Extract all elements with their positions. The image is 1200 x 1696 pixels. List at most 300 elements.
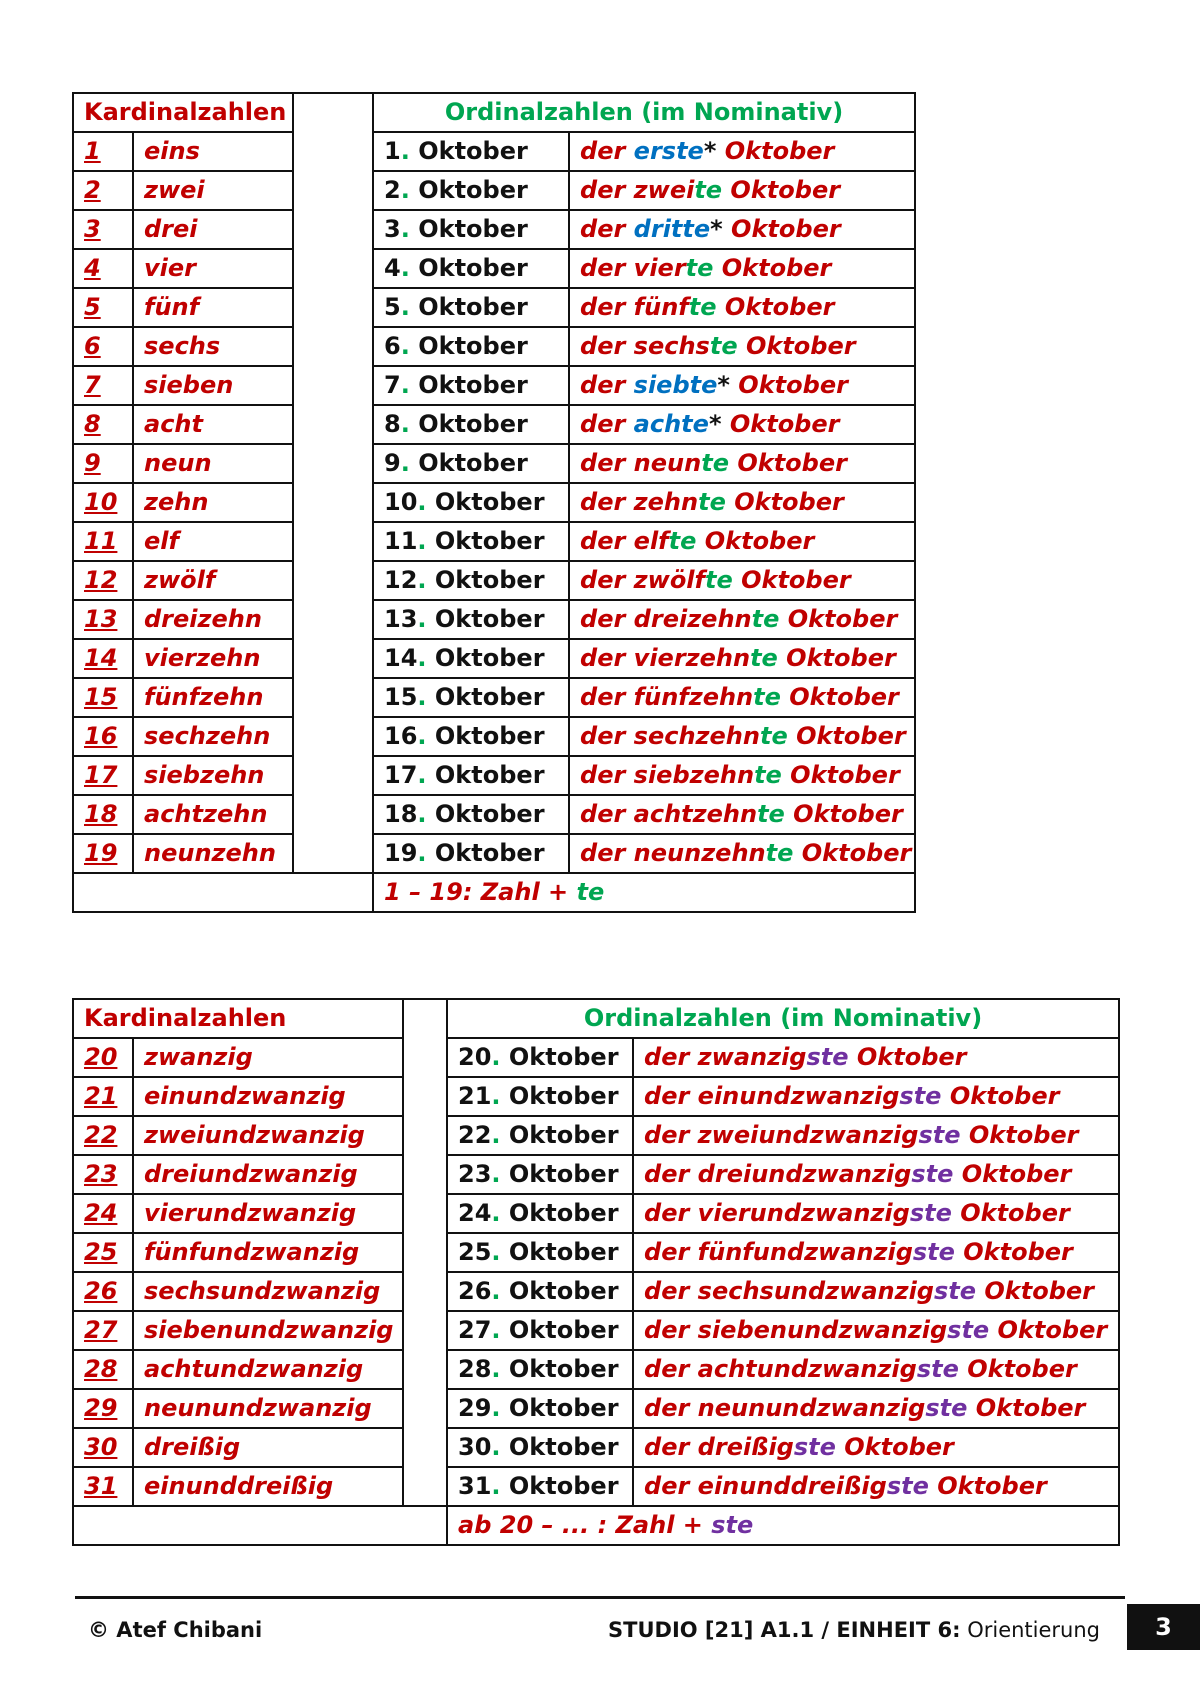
numbers-table-1-19 — [72, 92, 916, 913]
cardinal-digit: 24 — [73, 1194, 133, 1233]
ordinal-month: Oktober — [722, 215, 841, 243]
footer-rule — [75, 1596, 1125, 1599]
date-cell — [447, 1428, 633, 1467]
table-header-row — [73, 93, 915, 132]
date-month: Oktober — [434, 644, 545, 672]
cardinal-word: dreißig — [133, 1428, 403, 1467]
table-row — [73, 795, 915, 834]
date-number: 18 — [384, 800, 418, 828]
course-info — [608, 1618, 1100, 1642]
gap-cell — [293, 171, 373, 210]
table-row — [73, 1467, 1119, 1506]
cardinal-digit: 11 — [73, 522, 133, 561]
table-row — [73, 171, 915, 210]
date-number: 22 — [458, 1121, 492, 1149]
cardinal-digit: 22 — [73, 1116, 133, 1155]
ordinal-cell — [633, 1194, 1119, 1233]
ordinal-cell — [569, 717, 915, 756]
rule-cell — [447, 1506, 1119, 1545]
date-number: 26 — [458, 1277, 492, 1305]
date-month: Oktober — [418, 254, 528, 282]
ordinal-cell — [569, 678, 915, 717]
date-number: 4 — [384, 254, 401, 282]
date-dot: . — [400, 293, 410, 321]
cardinal-digit: 23 — [73, 1155, 133, 1194]
cardinal-digit: 14 — [73, 639, 133, 678]
rule-text: ab 20 – ... : Zahl + — [458, 1511, 712, 1539]
table-row — [73, 288, 915, 327]
date-number: 2 — [384, 176, 401, 204]
date-dot: . — [491, 1472, 501, 1500]
table-row — [73, 210, 915, 249]
ordinal-cell — [569, 600, 915, 639]
ordinal-suffix: te — [757, 800, 785, 828]
cardinal-digit: 25 — [73, 1233, 133, 1272]
date-dot: . — [400, 410, 410, 438]
empty-cell — [73, 873, 373, 912]
ordinal-stem: siebenundzwanzig — [697, 1316, 948, 1344]
copyright-text: © Atef Chibani — [88, 1618, 263, 1642]
article: der — [644, 1472, 698, 1500]
table-row — [73, 756, 915, 795]
numbers-table-20-31 — [72, 998, 1120, 1546]
article: der — [644, 1160, 698, 1188]
ordinal-suffix: te — [701, 449, 729, 477]
article: der — [580, 371, 634, 399]
date-dot: . — [417, 800, 427, 828]
cardinal-word: drei — [133, 210, 293, 249]
date-number: 12 — [384, 566, 418, 594]
ordinal-month: Oktober — [725, 488, 844, 516]
date-cell — [447, 1350, 633, 1389]
cardinal-word: fünf — [133, 288, 293, 327]
date-dot: . — [417, 761, 427, 789]
article: der — [580, 449, 634, 477]
ordinal-stem: dreißig — [697, 1433, 794, 1461]
ordinal-month: Oktober — [779, 605, 898, 633]
ordinal-stem: fünfzehn — [633, 683, 754, 711]
article: der — [580, 761, 634, 789]
article: der — [580, 800, 634, 828]
table-row — [73, 639, 915, 678]
gap-cell — [293, 639, 373, 678]
ordinal-cell — [569, 639, 915, 678]
date-month: Oktober — [434, 605, 545, 633]
ordinal-month: Oktober — [928, 1472, 1047, 1500]
date-cell — [447, 1311, 633, 1350]
gap-cell — [293, 561, 373, 600]
ordinal-month: Oktober — [951, 1199, 1070, 1227]
ordinal-stem: siebte — [633, 371, 718, 399]
ordinal-suffix: ste — [886, 1472, 929, 1500]
gap-cell — [403, 999, 447, 1038]
ordinal-cell — [569, 210, 915, 249]
gap-cell — [293, 366, 373, 405]
date-cell — [447, 1194, 633, 1233]
date-number: 16 — [384, 722, 418, 750]
date-number: 10 — [384, 488, 418, 516]
ordinal-stem: sechsundzwanzig — [697, 1277, 934, 1305]
cardinal-word: sechsundzwanzig — [133, 1272, 403, 1311]
table-row — [73, 483, 915, 522]
ordinal-month: Oktober — [713, 254, 832, 282]
date-dot: . — [417, 683, 427, 711]
date-month: Oktober — [508, 1355, 619, 1383]
ordinal-suffix: te — [753, 683, 781, 711]
ordinal-suffix: ste — [909, 1199, 952, 1227]
date-dot: . — [491, 1355, 501, 1383]
date-number: 5 — [384, 293, 401, 321]
date-month: Oktober — [418, 176, 528, 204]
cardinal-word: sechzehn — [133, 717, 293, 756]
date-dot: . — [491, 1121, 501, 1149]
ordinal-month: Oktober — [716, 293, 835, 321]
cardinal-word: zweiundzwanzig — [133, 1116, 403, 1155]
ordinal-cell — [633, 1272, 1119, 1311]
ordinal-month: Oktober — [732, 566, 851, 594]
date-number: 21 — [458, 1082, 492, 1110]
date-number: 23 — [458, 1160, 492, 1188]
ordinal-cell — [633, 1428, 1119, 1467]
ordinal-month: Oktober — [784, 800, 903, 828]
date-month: Oktober — [508, 1433, 619, 1461]
ordinal-cell — [633, 1038, 1119, 1077]
date-cell — [447, 1389, 633, 1428]
article: der — [580, 176, 634, 204]
cardinal-word: acht — [133, 405, 293, 444]
date-dot: . — [491, 1316, 501, 1344]
table-row — [73, 522, 915, 561]
ordinal-suffix: te — [694, 176, 723, 204]
gap-cell — [403, 1038, 447, 1077]
cardinal-digit: 4 — [73, 249, 133, 288]
ordinal-suffix: ste — [911, 1160, 954, 1188]
ordinal-cell — [569, 366, 915, 405]
date-number: 31 — [458, 1472, 492, 1500]
date-month: Oktober — [508, 1121, 619, 1149]
table-row — [73, 132, 915, 171]
cardinal-digit: 3 — [73, 210, 133, 249]
date-cell — [447, 1467, 633, 1506]
cardinal-header: Kardinalzahlen — [73, 93, 293, 132]
ordinal-month: Oktober — [777, 644, 896, 672]
date-cell — [373, 171, 569, 210]
ordinal-stem: neun — [633, 449, 702, 477]
ordinal-suffix: te — [688, 293, 717, 321]
cardinal-word: siebzehn — [133, 756, 293, 795]
article: der — [644, 1394, 698, 1422]
article: der — [644, 1238, 698, 1266]
cardinal-digit: 18 — [73, 795, 133, 834]
date-cell — [373, 132, 569, 171]
ordinal-cell — [569, 288, 915, 327]
ordinal-month: Oktober — [729, 371, 848, 399]
date-month: Oktober — [434, 683, 545, 711]
ordinal-cell — [569, 756, 915, 795]
ordinal-stem: dreizehn — [633, 605, 752, 633]
gap-cell — [293, 483, 373, 522]
table-row — [73, 1389, 1119, 1428]
cardinal-word: vier — [133, 249, 293, 288]
date-dot: . — [417, 722, 427, 750]
ordinal-stem: zwei — [633, 176, 695, 204]
article: der — [644, 1043, 698, 1071]
date-dot: . — [417, 566, 427, 594]
ordinal-stem: achtzehn — [633, 800, 758, 828]
gap-cell — [293, 93, 373, 132]
gap-cell — [403, 1428, 447, 1467]
ordinal-cell — [633, 1467, 1119, 1506]
ordinal-stem: zwölf — [633, 566, 705, 594]
article: der — [644, 1277, 698, 1305]
date-month: Oktober — [508, 1043, 619, 1071]
cardinal-digit: 19 — [73, 834, 133, 873]
date-cell — [373, 249, 569, 288]
article: der — [580, 488, 634, 516]
ordinal-month: Oktober — [721, 410, 840, 438]
article: der — [580, 410, 634, 438]
ordinal-cell — [569, 405, 915, 444]
date-month: Oktober — [508, 1238, 619, 1266]
ordinal-cell — [633, 1155, 1119, 1194]
date-month: Oktober — [418, 371, 528, 399]
cardinal-word: neun — [133, 444, 293, 483]
date-cell — [373, 717, 569, 756]
article: der — [644, 1082, 698, 1110]
table-row — [73, 1311, 1119, 1350]
ordinal-suffix: te — [751, 605, 780, 633]
ordinal-stem: zweiundzwanzig — [697, 1121, 919, 1149]
date-month: Oktober — [508, 1316, 619, 1344]
article: der — [644, 1433, 698, 1461]
ordinal-month: Oktober — [728, 449, 847, 477]
date-number: 9 — [384, 449, 401, 477]
article: der — [644, 1316, 698, 1344]
article: der — [580, 683, 634, 711]
date-dot: . — [417, 488, 427, 516]
date-dot: . — [417, 527, 427, 555]
gap-cell — [293, 132, 373, 171]
date-dot: . — [491, 1199, 501, 1227]
ordinal-suffix: ste — [793, 1433, 836, 1461]
ordinal-suffix: te — [750, 644, 778, 672]
date-dot: . — [400, 254, 410, 282]
date-number: 14 — [384, 644, 418, 672]
ordinal-suffix: ste — [899, 1082, 942, 1110]
date-month: Oktober — [508, 1160, 619, 1188]
cardinal-digit: 8 — [73, 405, 133, 444]
gap-cell — [293, 678, 373, 717]
date-dot: . — [491, 1394, 501, 1422]
cardinal-digit: 17 — [73, 756, 133, 795]
ordinal-month: Oktober — [954, 1238, 1073, 1266]
date-number: 28 — [458, 1355, 492, 1383]
date-number: 3 — [384, 215, 401, 243]
ordinal-suffix: te — [704, 566, 733, 594]
date-cell — [373, 483, 569, 522]
date-month: Oktober — [434, 527, 545, 555]
ordinal-suffix: ste — [916, 1355, 959, 1383]
ordinal-suffix: ste — [912, 1238, 955, 1266]
cardinal-digit: 29 — [73, 1389, 133, 1428]
date-month: Oktober — [418, 215, 528, 243]
cardinal-digit: 13 — [73, 600, 133, 639]
ordinal-month: Oktober — [967, 1394, 1086, 1422]
empty-cell — [73, 1506, 447, 1545]
ordinal-cell — [633, 1233, 1119, 1272]
rule-row — [73, 1506, 1119, 1545]
date-cell — [373, 210, 569, 249]
cardinal-word: dreiundzwanzig — [133, 1155, 403, 1194]
cardinal-digit: 2 — [73, 171, 133, 210]
date-dot: . — [491, 1238, 501, 1266]
ordinal-stem: vierundzwanzig — [697, 1199, 910, 1227]
ordinal-suffix: te — [759, 722, 788, 750]
ordinal-stem: neunundzwanzig — [697, 1394, 926, 1422]
cardinal-digit: 26 — [73, 1272, 133, 1311]
ordinal-stem: fünf — [633, 293, 689, 321]
date-cell — [447, 1116, 633, 1155]
date-dot: . — [400, 176, 410, 204]
article: der — [580, 566, 634, 594]
gap-cell — [293, 327, 373, 366]
date-number: 7 — [384, 371, 401, 399]
date-dot: . — [417, 605, 427, 633]
cardinal-digit: 21 — [73, 1077, 133, 1116]
ordinal-month: Oktober — [722, 176, 841, 204]
ordinal-month: Oktober — [953, 1160, 1072, 1188]
date-cell — [447, 1077, 633, 1116]
cardinal-digit: 7 — [73, 366, 133, 405]
ordinal-stem: fünfundzwanzig — [697, 1238, 913, 1266]
ordinal-cell — [569, 327, 915, 366]
ordinal-suffix: ste — [806, 1043, 849, 1071]
date-cell — [373, 756, 569, 795]
ordinal-month: Oktober — [780, 683, 899, 711]
gap-cell — [403, 1350, 447, 1389]
ordinal-suffix: ste — [947, 1316, 990, 1344]
cardinal-word: zwölf — [133, 561, 293, 600]
date-month: Oktober — [508, 1199, 619, 1227]
date-month: Oktober — [418, 332, 528, 360]
cardinal-header: Kardinalzahlen — [73, 999, 403, 1038]
ordinal-suffix: te — [709, 332, 738, 360]
date-cell — [373, 366, 569, 405]
table-row — [73, 1233, 1119, 1272]
cardinal-word: eins — [133, 132, 293, 171]
ordinal-cell — [569, 132, 915, 171]
rule-row — [73, 873, 915, 912]
cardinal-word: zwanzig — [133, 1038, 403, 1077]
table-row — [73, 561, 915, 600]
ordinal-month: Oktober — [941, 1082, 1060, 1110]
article: der — [580, 605, 634, 633]
cardinal-digit: 15 — [73, 678, 133, 717]
article: der — [580, 293, 634, 321]
table-row — [73, 1038, 1119, 1077]
ordinal-month: Oktober — [737, 332, 856, 360]
cardinal-word: fünfundzwanzig — [133, 1233, 403, 1272]
date-cell — [373, 522, 569, 561]
date-number: 11 — [384, 527, 418, 555]
ordinal-header: Ordinalzahlen (im Nominativ) — [373, 93, 915, 132]
cardinal-word: dreizehn — [133, 600, 293, 639]
table-row — [73, 1194, 1119, 1233]
cardinal-digit: 27 — [73, 1311, 133, 1350]
table-row — [73, 678, 915, 717]
date-month: Oktober — [508, 1394, 619, 1422]
date-dot: . — [400, 371, 410, 399]
ordinal-stem: vierzehn — [633, 644, 751, 672]
ordinal-month: Oktober — [976, 1277, 1095, 1305]
gap-cell — [403, 1233, 447, 1272]
cardinal-word: vierzehn — [133, 639, 293, 678]
gap-cell — [403, 1116, 447, 1155]
article: der — [644, 1199, 698, 1227]
ordinal-month: Oktober — [781, 761, 900, 789]
ordinal-suffix: te — [754, 761, 782, 789]
ordinal-stem: elf — [633, 527, 669, 555]
date-month: Oktober — [434, 566, 545, 594]
article: der — [580, 137, 634, 165]
ordinal-header: Ordinalzahlen (im Nominativ) — [447, 999, 1119, 1038]
cardinal-digit: 9 — [73, 444, 133, 483]
page-number: 3 — [1127, 1604, 1200, 1650]
ordinal-stem: einundzwanzig — [697, 1082, 900, 1110]
cardinal-digit: 6 — [73, 327, 133, 366]
cardinal-digit: 16 — [73, 717, 133, 756]
cardinal-digit: 10 — [73, 483, 133, 522]
date-dot: . — [400, 332, 410, 360]
table-row — [73, 1350, 1119, 1389]
ordinal-cell — [569, 795, 915, 834]
cardinal-word: achtzehn — [133, 795, 293, 834]
ordinal-cell — [569, 249, 915, 288]
date-dot: . — [400, 449, 410, 477]
table-row — [73, 249, 915, 288]
irregular-star: * — [710, 215, 723, 243]
cardinal-word: sechs — [133, 327, 293, 366]
date-cell — [373, 834, 569, 873]
cardinal-digit: 1 — [73, 132, 133, 171]
article: der — [580, 215, 634, 243]
gap-cell — [403, 1194, 447, 1233]
cardinal-word: fünfzehn — [133, 678, 293, 717]
cardinal-digit: 28 — [73, 1350, 133, 1389]
cardinal-word: sieben — [133, 366, 293, 405]
table-row — [73, 1077, 1119, 1116]
date-month: Oktober — [434, 839, 545, 867]
date-dot: . — [491, 1433, 501, 1461]
table-row — [73, 1116, 1119, 1155]
date-cell — [373, 795, 569, 834]
date-number: 8 — [384, 410, 401, 438]
gap-cell — [293, 249, 373, 288]
ordinal-stem: zehn — [633, 488, 699, 516]
date-number: 20 — [458, 1043, 492, 1071]
date-month: Oktober — [418, 410, 528, 438]
date-month: Oktober — [434, 800, 545, 828]
ordinal-stem: achte — [633, 410, 709, 438]
ordinal-month: Oktober — [716, 137, 835, 165]
table-row — [73, 1155, 1119, 1194]
ordinal-suffix: ste — [918, 1121, 961, 1149]
ordinal-month: Oktober — [960, 1121, 1079, 1149]
date-number: 15 — [384, 683, 418, 711]
table-row — [73, 1428, 1119, 1467]
date-dot: . — [491, 1160, 501, 1188]
cardinal-digit: 20 — [73, 1038, 133, 1077]
